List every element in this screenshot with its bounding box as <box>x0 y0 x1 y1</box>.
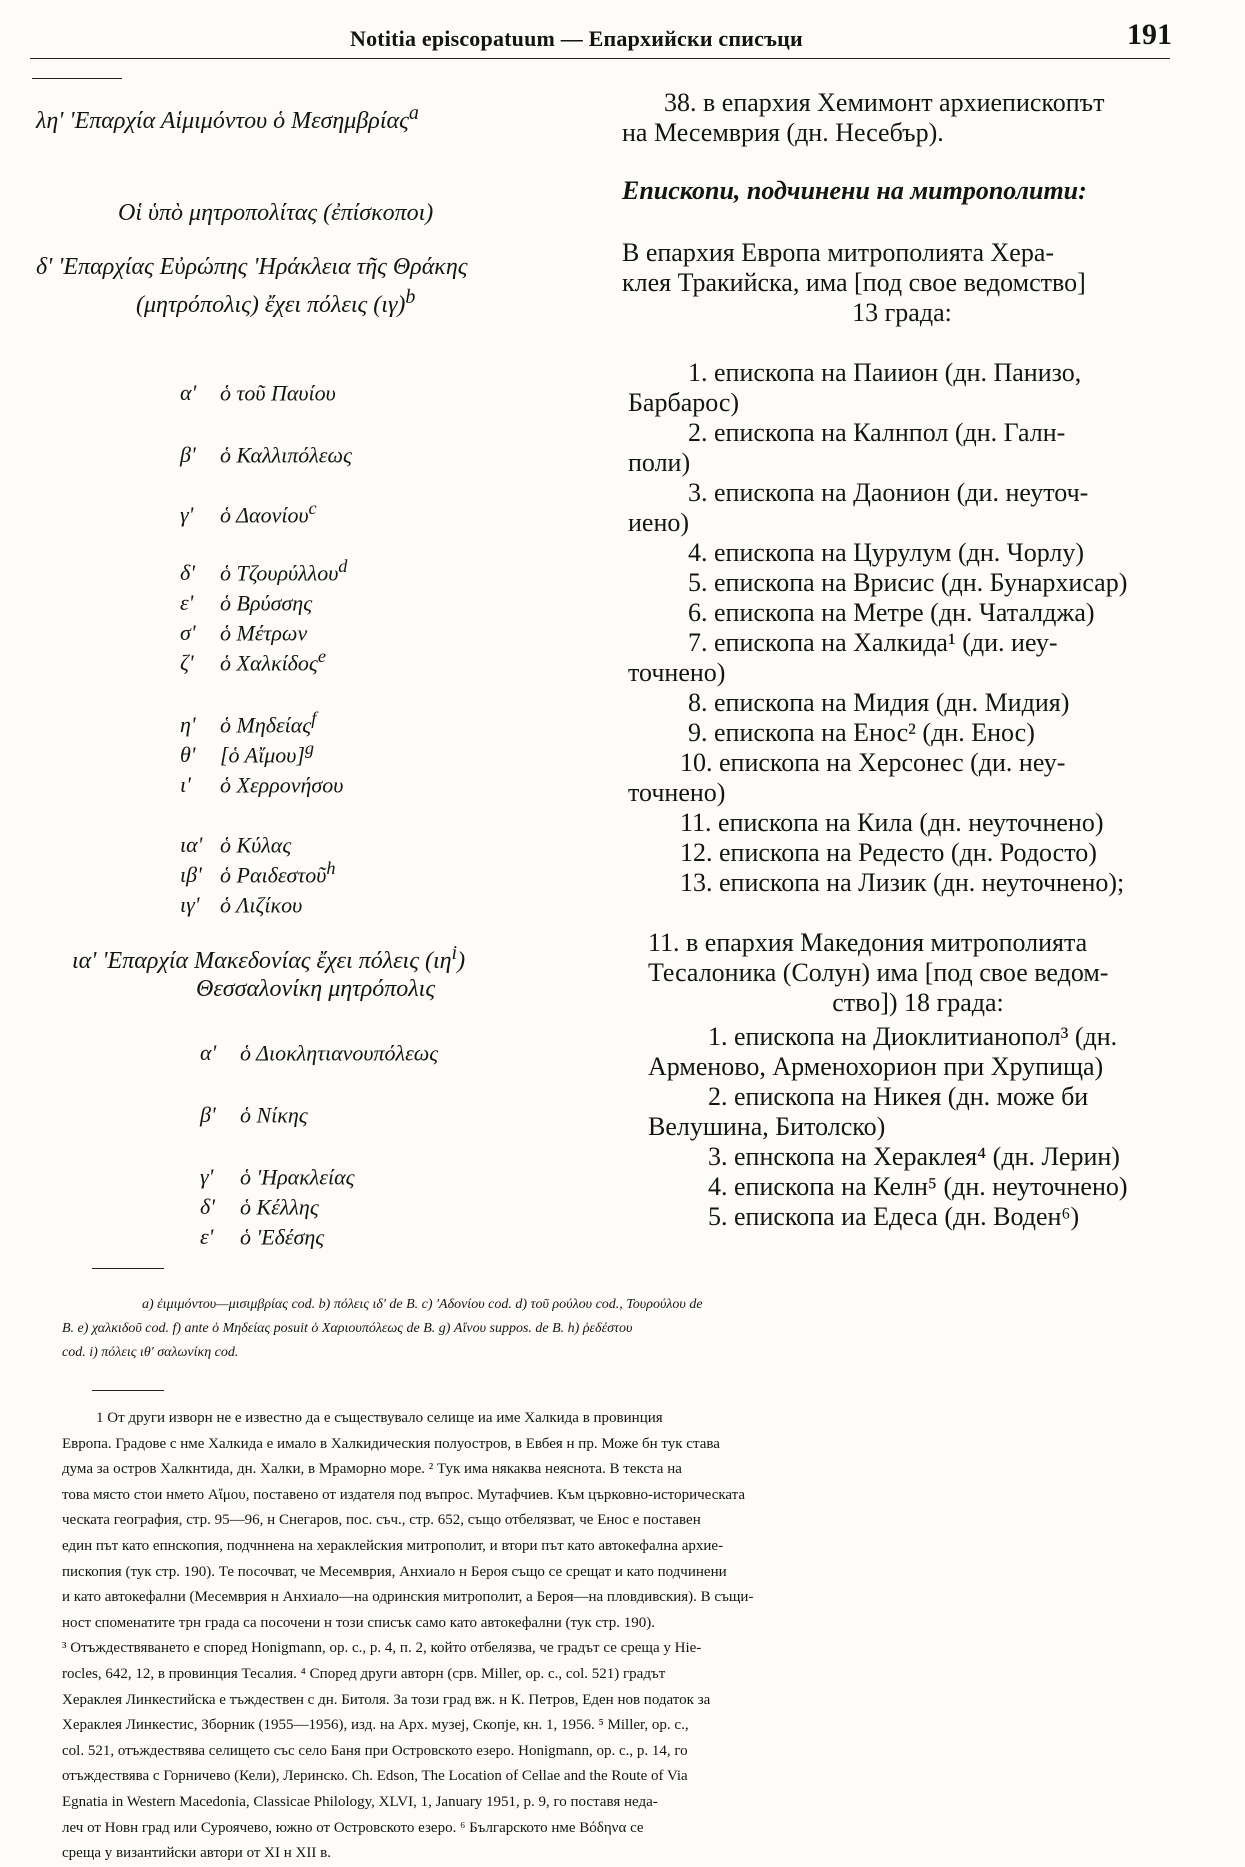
see-name: ὁ Διοκλητιανουπόλεως <box>240 1040 439 1066</box>
list-item: 12. епископа на Редесто (дн. Родосто) <box>680 838 1097 867</box>
footnote-line: 1 От други изворн не е известно да е съществувало селище иа име Халкида в провинция <box>96 1410 663 1426</box>
footnote-line: дума за остров Халкнтида, дн. Халки, в Мраморно море. ² Тук има някаква неяснота. В текста на <box>62 1461 682 1478</box>
see-name: [ὁ Αἴμου] <box>220 742 305 768</box>
list-item: 11. епископа на Кила (дн. неуточнено) <box>680 808 1104 837</box>
greek-see-item <box>180 708 316 738</box>
see-number: ε' <box>180 590 194 616</box>
see-name: ὁ 'Εδέσης <box>240 1224 325 1250</box>
list-item-continuation: поли) <box>628 448 691 477</box>
see-number: δ' <box>180 560 195 586</box>
greek-see-item <box>180 738 314 768</box>
list-item: 10. епископа на Херсонес (ди. неу- <box>680 748 1066 777</box>
see-number: γ' <box>180 502 194 528</box>
list-item: 1. епископа на Диоклитианопол³ (дн. <box>708 1022 1118 1051</box>
see-number: β' <box>200 1102 216 1128</box>
footnote-line: един път като епнскопия, подчннена на хераклейския митрополит, и втори път като автокефална архие- <box>62 1537 724 1554</box>
footnote-line: col. 521, отъждествява селището със село Баня при Островското езеро. Honigmann, op. c., p. 14, го <box>62 1742 688 1759</box>
list-item: 13. епископа на Лизик (дн. неуточнено); <box>680 868 1125 897</box>
list-item-continuation: Барбарос) <box>628 388 740 417</box>
footnote-line: Хераклея Линкестис, Зборник (1955—1956), изд. на Арх. музеј, Скопје, кн. 1, 1956. ⁵ Miller, op. c., <box>62 1717 689 1734</box>
list-item: 3. епнскопа на Хераклея⁴ (дн. Лерин) <box>708 1142 1120 1171</box>
greek-see-item <box>180 438 352 468</box>
running-header <box>30 18 1170 52</box>
see-name: ὁ Νίκης <box>240 1102 308 1128</box>
footnote-line: ческата география, стр. 95—96, н Снегаров, пос. съч., стр. 652, също отбелязват, че Енос е поставен <box>62 1512 701 1529</box>
see-number: ι' <box>180 772 191 798</box>
greek-see-item <box>180 768 343 798</box>
see-number: δ' <box>200 1194 215 1220</box>
greek-see-item <box>200 1160 355 1190</box>
footnote-line: това място стои нмето Αἴμου, поставено от издателя под въпрос. Мутафчиев. Към църковно-историческата <box>62 1486 746 1503</box>
greek-see-item <box>200 1036 438 1066</box>
see-footnote-mark: e <box>317 646 326 666</box>
see-footnote-mark: f <box>311 708 317 728</box>
greek-eparchy-europe-line2: (μητρόπολις) ἔχει πόλεις $(\iota\gamma)^b$ <box>136 286 416 318</box>
see-number: β' <box>180 442 196 468</box>
see-footnote-mark: h <box>326 858 336 878</box>
bg-paragraph-haemimontus: 38. в епархия Хемимонт архиепископът на Месемврия (дн. Несебър). <box>622 88 1105 147</box>
greek-see-item <box>180 828 291 858</box>
bg-heading-bishops: Епископи, подчинени на митрополити: <box>622 176 1087 205</box>
footnote-line: среща у византийски автори от XI н XII в. <box>62 1845 331 1862</box>
list-item: 4. епископа на Келн⁵ (дн. неуточнено) <box>708 1172 1128 1201</box>
see-number: ιγ' <box>180 892 200 918</box>
list-item: 5. епископа иа Едеса (дн. Воден⁶) <box>708 1202 1080 1231</box>
list-item-continuation: иено) <box>628 508 690 537</box>
greek-see-item <box>180 586 312 616</box>
see-number: η' <box>180 712 196 738</box>
header-title: Notitia episcopatuum — Епархийски списъци <box>350 26 803 51</box>
footnote-line: Egnatia in Western Macedonia, Classicae Philology, XLVI, 1, January 1951, p. 9, го поставя неда- <box>62 1793 658 1810</box>
see-name: ὁ Ραιδεστοῦ <box>220 862 327 888</box>
see-number: θ' <box>180 742 196 768</box>
see-name: ὁ 'Ηρακλείας <box>240 1164 355 1190</box>
see-footnote-mark: c <box>308 498 317 518</box>
footnote-line: Европа. Градове с нме Халкида е имало в Халкидическия полуостров, в Евбея н пр. Може бн тук става <box>62 1435 720 1452</box>
footnote-line: отъждествява с Горничево (Кели), Леринско. Ch. Edson, The Location of Cellae and the Route of Via <box>62 1768 688 1785</box>
greek-see-item <box>200 1220 324 1250</box>
greek-eparchy-macedonia-line2: Θεσσαλονίκη μητρόπολις <box>196 976 436 1002</box>
see-number: ε' <box>200 1224 214 1250</box>
list-item: 2. епископа на Калнпол (дн. Галн- <box>688 418 1066 447</box>
see-name: ὁ Μέτρων <box>220 620 308 646</box>
see-number: ια' <box>180 832 203 858</box>
list-item-continuation: Велушина, Битолско) <box>648 1112 886 1141</box>
footnote-line: пископия (тук стр. 190). Те посочват, че Месемврия, Анхиало н Бероя също се срещат и като подчинени <box>62 1563 727 1580</box>
list-item: 2. епископа на Никея (дн. може би <box>708 1082 1089 1111</box>
footnote-line: и като автокефални (Месемврия н Анхиало—на одринския митрополит, а Бероя—на пловдивския). В същи- <box>62 1589 754 1606</box>
list-item: 7. епископа на Халкида¹ (ди. иеу- <box>688 628 1058 657</box>
list-item-continuation: Арменово, Арменохорион при Хрупища) <box>648 1052 1104 1081</box>
see-name: ὁ Δαονίου <box>220 502 309 528</box>
see-name: ὁ Τζουρύλλου <box>220 560 339 586</box>
greek-see-item <box>180 858 336 888</box>
footnote-line: ³ Отъждествяването е според Honigmann, op. c., p. 4, п. 2, който отбелязва, че градът се среща у Hie- <box>62 1640 702 1657</box>
list-item-continuation: точнено) <box>628 778 726 807</box>
list-item: 5. епископа на Врисис (дн. Бунархисар) <box>688 568 1128 597</box>
see-footnote-mark: g <box>304 738 315 758</box>
list-item: 8. епископа на Мидия (дн. Мидия) <box>688 688 1070 717</box>
greek-eparchy-europe-line1: δ' 'Επαρχίας Εὐρώπης 'Ηράκλεια τῆς Θράκης <box>36 254 468 280</box>
see-name: ὁ Καλλιπόλεως <box>220 442 352 468</box>
greek-see-item <box>180 616 307 646</box>
greek-eparchy-haemimontus: λη' 'Επαρχία Αἱμιμόντου ὁ Μεσημβρίας$^a$ <box>36 102 419 134</box>
critical-apparatus: a) ἐιμιμόντου—μισιμβρίας cod. b) πόλεις ιδ' de B. c) 'Αδονίου cod. d) τοῦ ρούλου cod., Τουρούλου de B. e) χαλκιδοῦ cod. f) ante ὁ Μηδείας posuit ὁ Χαριουπόλεως de B. g) Αἴνου suppos. de B. h) ῥεδέστου cod. i) πόλεις ιθ' σαλωνίκη cod. <box>62 1297 703 1360</box>
see-name: ὁ Βρύσσης <box>220 590 313 616</box>
footnote-line: леч от Новн град или Суроячево, южно от Островското езеро. ⁶ Българското нме Βόδηνα се <box>62 1819 644 1836</box>
apparatus-rule <box>92 1268 164 1269</box>
footnote-line: Хераклея Линкестийска е тъждествен с дн. Битоля. За този град вж. н К. Петров, Еден нов податок за <box>62 1691 711 1708</box>
see-name: ὁ Λιζίκου <box>220 892 303 918</box>
see-number: σ' <box>180 620 196 646</box>
greek-see-item <box>180 888 302 918</box>
bg-list-macedonia <box>648 1022 1188 1232</box>
see-number: γ' <box>200 1164 214 1190</box>
list-item: 6. епископа на Метре (дн. Чаталджа) <box>688 598 1095 627</box>
list-item: 1. епископа на Паиион (дн. Панизо, <box>688 358 1082 387</box>
see-number: α' <box>200 1040 217 1066</box>
list-item: 3. епископа на Даонион (ди. неуточ- <box>688 478 1089 507</box>
greek-subheading: Οἱ ὑπὸ μητροπολίτας (ἐπίσκοποι) <box>118 200 434 226</box>
see-name: ὁ τοῦ Παυίου <box>220 380 336 406</box>
see-name: ὁ Χαλκίδος <box>220 650 318 676</box>
header-rule <box>30 58 1170 59</box>
column-rule <box>32 78 122 79</box>
see-number: ζ' <box>180 650 194 676</box>
greek-see-item <box>180 498 317 528</box>
greek-eparchy-macedonia-line1: ια' 'Επαρχία Μακεδονίας ἔχει πόλεις $(\iota\eta^i)$ <box>72 942 466 974</box>
see-name: ὁ Κέλλης <box>240 1194 319 1220</box>
see-number: α' <box>180 380 197 406</box>
see-name: ὁ Κύλας <box>220 832 292 858</box>
list-item: 9. епископа на Енос² (дн. Енос) <box>688 718 1035 747</box>
list-item: 4. епископа на Цурулум (дн. Чорлу) <box>688 538 1084 567</box>
see-footnote-mark: d <box>338 556 348 576</box>
greek-see-item <box>180 556 347 586</box>
greek-see-item <box>200 1190 319 1220</box>
footnotes-rule <box>92 1390 164 1391</box>
greek-see-item <box>180 376 336 406</box>
footnote-line: rocles, 642, 12, в провинция Тесалия. ⁴ Според други авторн (срв. Miller, op. c., col. 521) градът <box>62 1665 666 1682</box>
page-number: 191 <box>1127 18 1172 51</box>
see-number: ιβ' <box>180 862 202 888</box>
see-name: ὁ Μηδείας <box>220 712 312 738</box>
greek-see-item <box>180 646 326 676</box>
greek-see-item <box>200 1098 308 1128</box>
see-name: ὁ Χερρονήσου <box>220 772 344 798</box>
list-item-continuation: точнено) <box>628 658 726 687</box>
bg-paragraph-europe: В епархия Европа митрополията Хера- клея Тракийска, има [под свое ведомство] 13 града: <box>622 238 1086 327</box>
bg-paragraph-macedonia: 11. в епархия Македония митрополията Тесалоника (Солун) има [под свое ведом- ство]) 18 града: <box>648 928 1109 1017</box>
bg-list-europe <box>628 358 1188 898</box>
footnote-line: ност споменатите трн града са посочени н този списък само като автокефални (тук стр. 190). <box>62 1614 656 1631</box>
footnotes <box>62 1406 1182 1867</box>
